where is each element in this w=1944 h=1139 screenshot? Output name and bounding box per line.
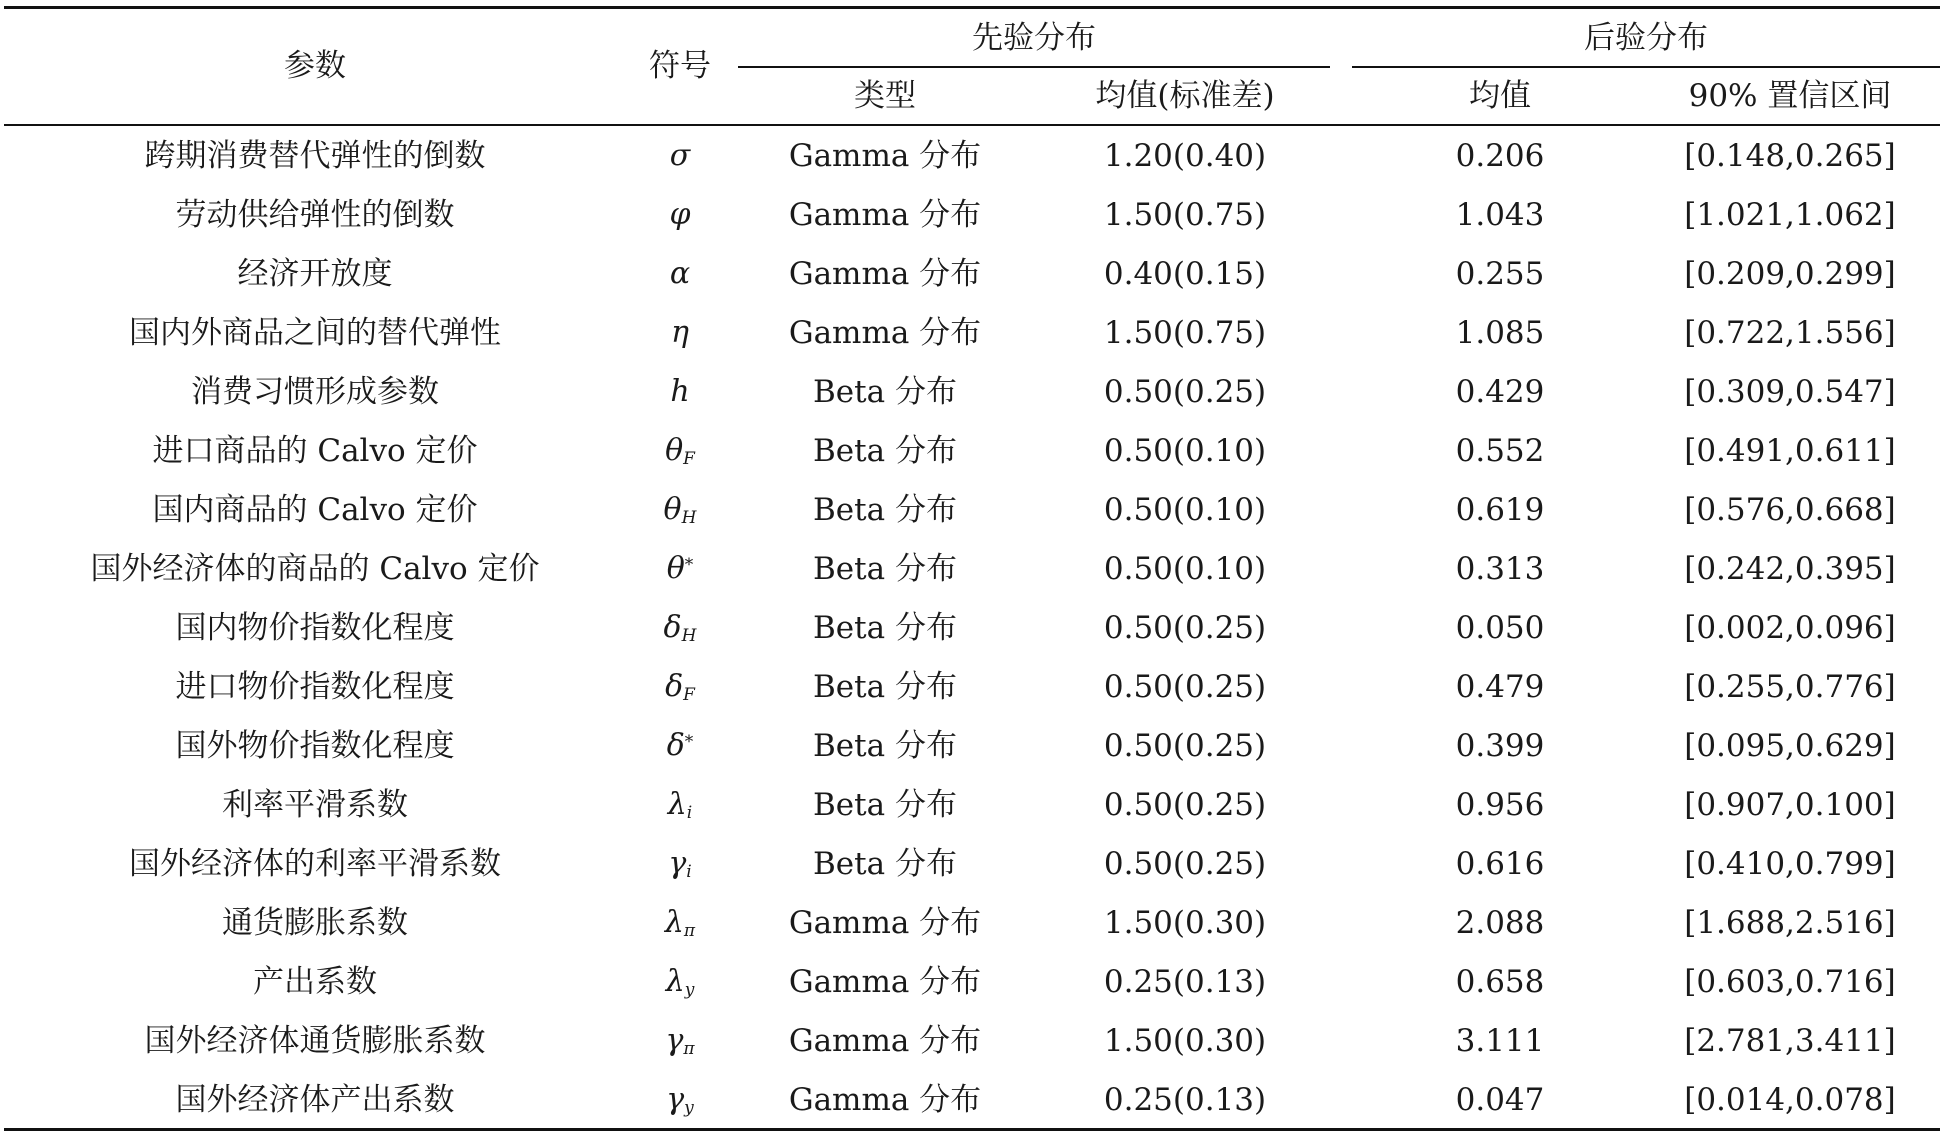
- ci-cell: [0.603,0.716]: [1684, 964, 1896, 1000]
- table-row: [0, 726, 1944, 785]
- symbol-subscript: y: [684, 980, 695, 1000]
- table-row: [0, 667, 1944, 726]
- symbol-base: θ: [663, 492, 682, 527]
- param-cell: 国内物价指数化程度: [175, 610, 455, 646]
- symbol-cell: [610, 785, 750, 829]
- symbol-base: h: [670, 374, 690, 409]
- symbol-base: η: [671, 315, 689, 350]
- symbol-subscript: i: [686, 862, 692, 882]
- type-cell: Beta 分布: [813, 787, 957, 823]
- posterior-mean-cell: 0.255: [1455, 256, 1545, 292]
- symbol-cell: [610, 490, 750, 534]
- symbol-cell: [610, 549, 750, 593]
- type-cell: Beta 分布: [813, 669, 957, 705]
- symbol-base: δ: [665, 669, 684, 704]
- prior-mean-sd-cell: 0.50(0.25): [1103, 669, 1267, 705]
- symbol-cell: [610, 254, 750, 294]
- param-cell: 国外经济体的商品的 Calvo 定价: [90, 551, 540, 587]
- symbol-cell: [610, 667, 750, 711]
- symbol-cell: [610, 903, 750, 947]
- symbol-base: λ: [665, 964, 685, 999]
- symbol-base: λ: [667, 787, 687, 822]
- param-cell: 通货膨胀系数: [222, 905, 408, 941]
- symbol-superscript: *: [684, 732, 694, 752]
- ci-cell: [0.722,1.556]: [1684, 315, 1896, 351]
- prior-mean-sd-cell: 0.50(0.10): [1103, 433, 1267, 469]
- symbol-cell: [610, 372, 750, 412]
- ci-cell: [0.410,0.799]: [1684, 846, 1896, 882]
- symbol-cell: [610, 313, 750, 353]
- posterior-mean-cell: 3.111: [1455, 1023, 1545, 1059]
- symbol-superscript: *: [684, 555, 694, 575]
- symbol-base: φ: [669, 197, 691, 232]
- type-cell: Beta 分布: [813, 492, 957, 528]
- symbol-base: γ: [668, 846, 687, 881]
- ci-cell: [0.255,0.776]: [1684, 669, 1896, 705]
- type-cell: Beta 分布: [813, 728, 957, 764]
- type-cell: Gamma 分布: [788, 315, 982, 351]
- table-row: [0, 254, 1944, 313]
- symbol-subscript: y: [684, 1098, 694, 1118]
- table-row: [0, 903, 1944, 962]
- prior-mean-sd-cell: 0.50(0.25): [1103, 374, 1267, 410]
- type-cell: Gamma 分布: [788, 138, 982, 174]
- header-type: 类型: [854, 78, 916, 114]
- posterior-mean-cell: 1.085: [1455, 315, 1545, 351]
- param-cell: 劳动供给弹性的倒数: [175, 197, 455, 233]
- prior-mean-sd-cell: 0.25(0.13): [1103, 964, 1267, 1000]
- table-row: [0, 313, 1944, 372]
- symbol-subscript: π: [683, 1039, 695, 1059]
- posterior-mean-cell: 2.088: [1455, 905, 1545, 941]
- ci-cell: [0.309,0.547]: [1684, 374, 1896, 410]
- ci-cell: [2.781,3.411]: [1684, 1023, 1896, 1059]
- type-cell: Gamma 分布: [788, 964, 982, 1000]
- param-cell: 国外物价指数化程度: [175, 728, 455, 764]
- symbol-cell: [610, 1021, 750, 1065]
- table-row: [0, 844, 1944, 903]
- type-cell: Beta 分布: [813, 610, 957, 646]
- prior-mean-sd-cell: 0.25(0.13): [1103, 1082, 1267, 1118]
- ci-cell: [0.014,0.078]: [1684, 1082, 1896, 1118]
- posterior-mean-cell: 0.616: [1455, 846, 1545, 882]
- ci-cell: [0.148,0.265]: [1684, 138, 1896, 174]
- ci-cell: [0.242,0.395]: [1684, 551, 1896, 587]
- prior-mean-sd-cell: 0.50(0.10): [1103, 492, 1267, 528]
- symbol-base: δ: [663, 610, 682, 645]
- prior-mean-sd-cell: 0.40(0.15): [1103, 256, 1267, 292]
- ci-cell: [0.491,0.611]: [1684, 433, 1896, 469]
- prior-mean-sd-cell: 1.50(0.75): [1103, 315, 1267, 351]
- type-cell: Gamma 分布: [788, 1082, 982, 1118]
- prior-mean-sd-cell: 0.50(0.25): [1103, 787, 1267, 823]
- ci-cell: [0.576,0.668]: [1684, 492, 1896, 528]
- param-cell: 进口商品的 Calvo 定价: [152, 433, 478, 469]
- ci-cell: [0.002,0.096]: [1684, 610, 1896, 646]
- param-cell: 进口物价指数化程度: [175, 669, 455, 705]
- ci-cell: [1.688,2.516]: [1684, 905, 1896, 941]
- symbol-subscript: F: [683, 685, 695, 705]
- symbol-cell: [610, 1080, 750, 1124]
- param-cell: 消费习惯形成参数: [191, 374, 439, 410]
- prior-mean-sd-cell: 1.50(0.30): [1103, 1023, 1267, 1059]
- posterior-mean-cell: 0.619: [1455, 492, 1545, 528]
- posterior-mean-cell: 0.399: [1455, 728, 1545, 764]
- type-cell: Gamma 分布: [788, 197, 982, 233]
- table-bottom-rule: [4, 1128, 1940, 1131]
- type-cell: Beta 分布: [813, 846, 957, 882]
- table-row: [0, 785, 1944, 844]
- type-cell: Gamma 分布: [788, 256, 982, 292]
- header-prior: 先验分布: [972, 20, 1096, 56]
- symbol-cell: [610, 608, 750, 652]
- header-posterior: 后验分布: [1584, 20, 1708, 56]
- ci-cell: [0.907,0.100]: [1684, 787, 1896, 823]
- posterior-mean-cell: 0.479: [1455, 669, 1545, 705]
- posterior-mean-cell: 0.956: [1455, 787, 1545, 823]
- symbol-base: γ: [665, 1023, 684, 1058]
- symbol-base: α: [669, 256, 691, 291]
- prior-mean-sd-cell: 1.50(0.30): [1103, 905, 1267, 941]
- symbol-subscript: π: [683, 921, 696, 941]
- posterior-mean-cell: 0.313: [1455, 551, 1545, 587]
- param-cell: 国外经济体的利率平滑系数: [129, 846, 501, 882]
- symbol-cell: [610, 726, 750, 770]
- type-cell: Beta 分布: [813, 433, 957, 469]
- symbol-subscript: i: [686, 803, 693, 823]
- posterior-mean-cell: 0.658: [1455, 964, 1545, 1000]
- symbol-base: δ: [666, 728, 685, 763]
- param-cell: 国外经济体通货膨胀系数: [144, 1023, 486, 1059]
- symbol-subscript: H: [681, 626, 697, 646]
- table-row: [0, 608, 1944, 667]
- prior-mean-sd-cell: 1.50(0.75): [1103, 197, 1267, 233]
- symbol-cell: [610, 136, 750, 176]
- posterior-mean-cell: 1.043: [1455, 197, 1545, 233]
- header-mean: 均值: [1469, 78, 1531, 114]
- prior-mean-sd-cell: 1.20(0.40): [1103, 138, 1267, 174]
- table-row: [0, 1021, 1944, 1080]
- table-row: [0, 431, 1944, 490]
- prior-mean-sd-cell: 0.50(0.25): [1103, 728, 1267, 764]
- ci-cell: [0.209,0.299]: [1684, 256, 1896, 292]
- param-cell: 国内商品的 Calvo 定价: [152, 492, 478, 528]
- header-param: 参数: [284, 48, 346, 84]
- posterior-mean-cell: 0.552: [1455, 433, 1545, 469]
- table-row: [0, 136, 1944, 195]
- ci-cell: [1.021,1.062]: [1684, 197, 1896, 233]
- prior-mean-sd-cell: 0.50(0.25): [1103, 846, 1267, 882]
- symbol-subscript: F: [683, 449, 695, 469]
- table-row: [0, 372, 1944, 431]
- ci-cell: [0.095,0.629]: [1684, 728, 1896, 764]
- symbol-base: θ: [665, 433, 684, 468]
- symbol-cell: [610, 962, 750, 1006]
- table-row: [0, 549, 1944, 608]
- header-symbol: 符号: [649, 48, 711, 84]
- param-cell: 国外经济体产出系数: [175, 1082, 455, 1118]
- type-cell: Gamma 分布: [788, 1023, 982, 1059]
- param-cell: 跨期消费替代弹性的倒数: [144, 138, 486, 174]
- table-row: [0, 195, 1944, 254]
- header-ci: 90% 置信区间: [1688, 78, 1892, 114]
- symbol-base: λ: [664, 905, 684, 940]
- posterior-mean-cell: 0.429: [1455, 374, 1545, 410]
- param-cell: 经济开放度: [237, 256, 393, 292]
- symbol-base: θ: [666, 551, 685, 586]
- symbol-base: γ: [666, 1082, 685, 1117]
- symbol-subscript: H: [681, 508, 697, 528]
- table-row: [0, 490, 1944, 549]
- posterior-mean-cell: 0.050: [1455, 610, 1545, 646]
- symbol-cell: [610, 195, 750, 235]
- posterior-mean-cell: 0.206: [1455, 138, 1545, 174]
- prior-mean-sd-cell: 0.50(0.25): [1103, 610, 1267, 646]
- table-row: [0, 962, 1944, 1021]
- param-cell: 产出系数: [253, 964, 377, 1000]
- symbol-cell: [610, 431, 750, 475]
- posterior-mean-cell: 0.047: [1455, 1082, 1545, 1118]
- prior-mean-sd-cell: 0.50(0.10): [1103, 551, 1267, 587]
- type-cell: Beta 分布: [813, 374, 957, 410]
- type-cell: Gamma 分布: [788, 905, 982, 941]
- param-cell: 国内外商品之间的替代弹性: [129, 315, 501, 351]
- param-cell: 利率平滑系数: [222, 787, 408, 823]
- symbol-cell: [610, 844, 750, 888]
- symbol-base: σ: [669, 138, 691, 173]
- type-cell: Beta 分布: [813, 551, 957, 587]
- header-mean-sd: 均值(标准差): [1095, 78, 1275, 114]
